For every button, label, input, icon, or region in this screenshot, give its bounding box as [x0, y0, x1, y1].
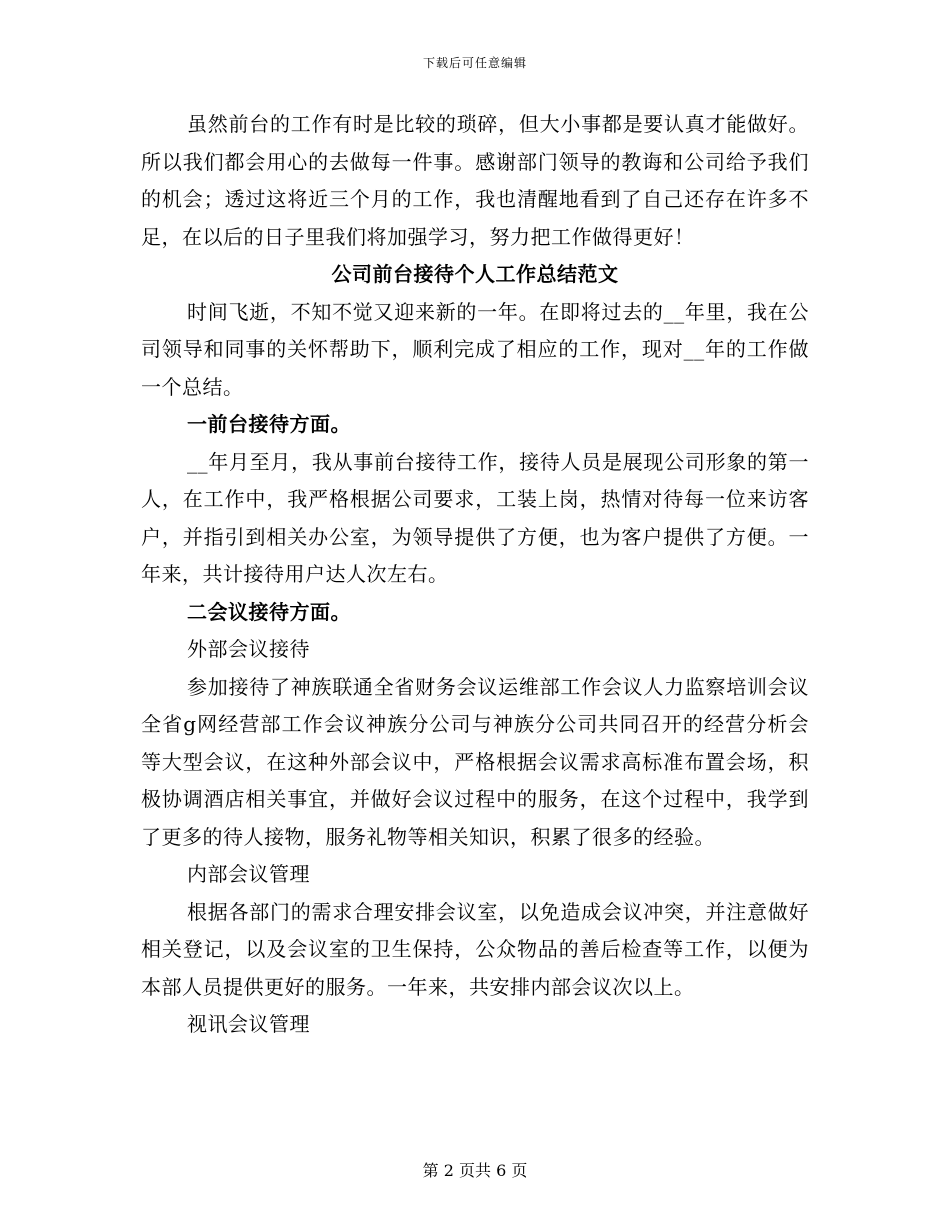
document-body — [141, 106, 809, 1044]
subheading-internal-meetings: 内部会议管理 — [187, 862, 310, 886]
section-title: 公司前台接待个人工作总结范文 — [331, 262, 619, 286]
header-note: 下载后可任意编辑 — [422, 56, 527, 70]
paragraph-external-meetings: 参加接待了神族联通全省财务会议运维部工作会议人力监察培训会议全省g网经营部工作会议神族分公司与神族分公司共同召开的经营分析会等大型会议，在这种外部会议中，严格根据会议需求高标准布置会场，积极协调酒店相关事宜，并做好会议过程中的服务，在这个过程中，我学到了更多的待人接物，服务礼物等相关知识，积累了很多的经验。 — [141, 674, 809, 849]
heading-front-desk: 一前台接待方面。 — [187, 412, 351, 436]
paragraph-front-desk: __年月至月，我从事前台接待工作，接待人员是展现公司形象的第一人，在工作中，我严格根据公司要求，工装上岗，热情对待每一位来访客户，并指引到相关办公室，为领导提供了方便，也为客户提供了方便。一年来，共计接待用户达人次左右。 — [141, 449, 809, 586]
paragraph-intro: 时间飞逝，不知不觉又迎来新的一年。在即将过去的__年里，我在公司领导和同事的关怀帮助下，顺利完成了相应的工作，现对__年的工作做一个总结。 — [141, 299, 809, 399]
paragraph-internal-meetings: 根据各部门的需求合理安排会议室，以免造成会议冲突，并注意做好相关登记，以及会议室的卫生保持，公众物品的善后检查等工作，以便为本部人员提供更好的服务。一年来，共安排内部会议次以上。 — [141, 899, 809, 999]
paragraph-closing-remarks: 虽然前台的工作有时是比较的琐碎，但大小事都是要认真才能做好。所以我们都会用心的去做每一件事。感谢部门领导的教诲和公司给予我们的机会；透过这将近三个月的工作，我也清醒地看到了自己还存在许多不足，在以后的日子里我们将加强学习，努力把工作做得更好！ — [141, 112, 809, 249]
subheading-video-meetings: 视讯会议管理 — [187, 1012, 310, 1036]
page-number-footer: 第 2 页共 6 页 — [422, 1161, 528, 1180]
heading-meeting-reception: 二会议接待方面。 — [187, 599, 351, 624]
subheading-external-meetings: 外部会议接待 — [187, 637, 310, 661]
